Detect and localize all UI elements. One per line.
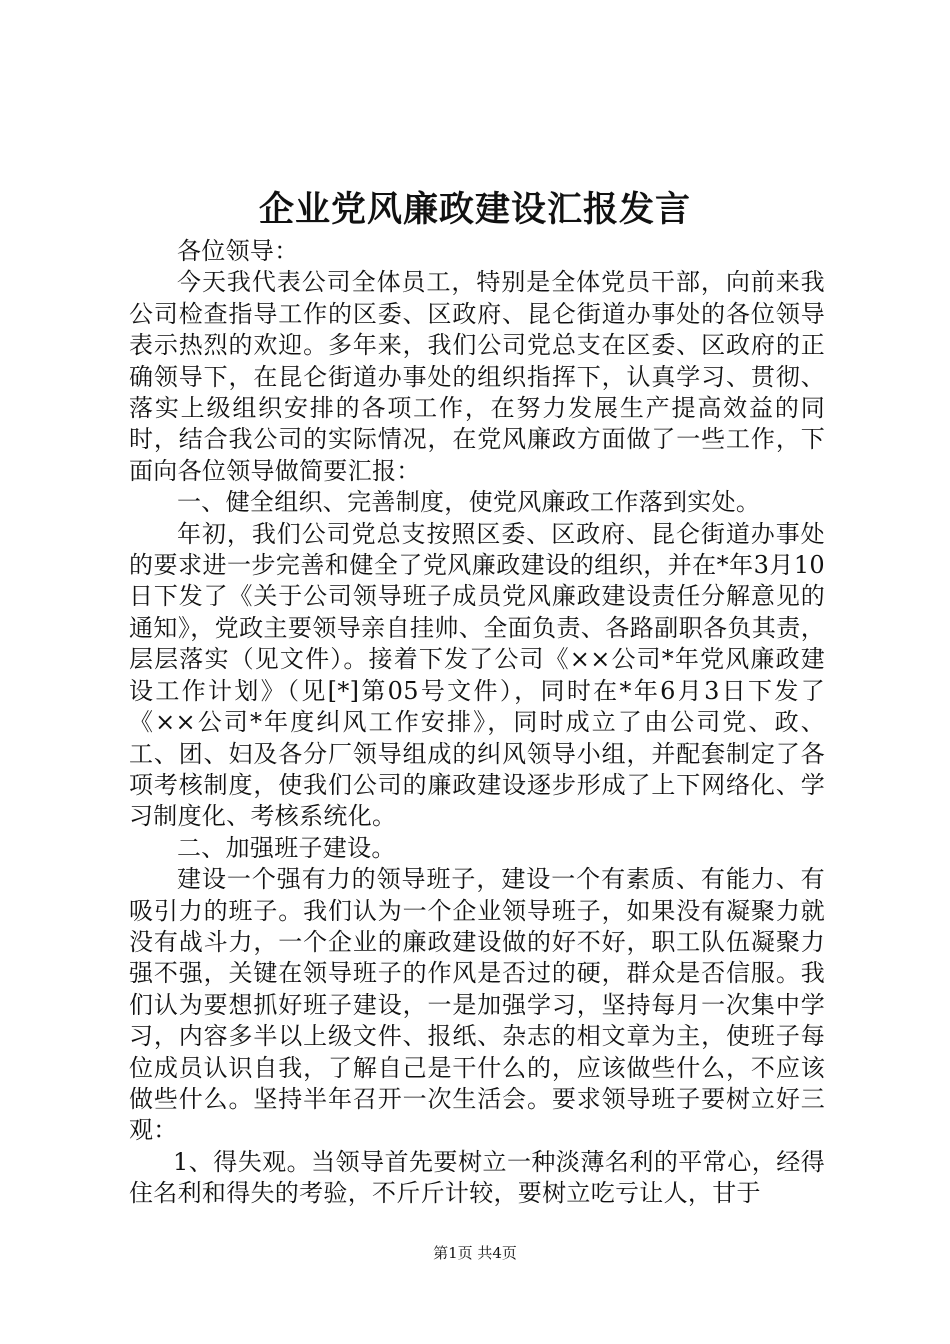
section-heading-1: 一、健全组织、完善制度，使党风廉政工作落到实处。: [177, 488, 761, 517]
section-heading-2: 二、加强班子建设。: [177, 833, 396, 862]
document-body: [129, 236, 825, 1210]
subitem-1-paragraph: 1、得失观。当领导首先要树立一种淡薄名利的平常心，经得住名利和得失的考验，不斤斤计较，要树立吃亏让人，甘于: [129, 1147, 825, 1208]
salutation: 各位领导：: [177, 237, 299, 265]
document-title: 企业党风廉政建设汇报发言: [258, 189, 691, 230]
page-footer: 第1页 共4页: [433, 1244, 517, 1262]
section-2-paragraph: 建设一个强有力的领导班子，建设一个有素质、有能力、有吸引力的班子。我们认为一个企业领导班子，如果没有凝聚力就没有战斗力，一个企业的廉政建设做的好不好，职工队伍凝聚力强不强，关键在领导班子的作风是否过的硬，群众是否信服。我们认为要想抓好班子建设，一是加强学习，坚持每月一次集中学习，内容多半以上级文件、报纸、杂志的相文章为主，使班子每位成员认识自我，了解自己是干什么的，应该做些什么，不应该做些什么。坚持半年召开一次生活会。要求领导班子要树立好三观：: [129, 865, 825, 1145]
intro-paragraph: 今天我代表公司全体员工，特别是全体党员干部，向前来我公司检查指导工作的区委、区政府、昆仑街道办事处的各位领导表示热烈的欢迎。多年来，我们公司党总支在区委、区政府的正确领导下，在昆仑街道办事处的组织指挥下，认真学习、贯彻、落实上级组织安排的各项工作，在努力发展生产提高效益的同时，结合我公司的实际情况，在党风廉政方面做了一些工作，下面向各位领导做简要汇报：: [129, 268, 825, 485]
section-1-paragraph: 年初，我们公司党总支按照区委、区政府、昆仑街道办事处的要求进一步完善和健全了党风廉政建设的组织，并在*年3月10日下发了《关于公司领导班子成员党风廉政建设责任分解意见的通知》，党政主要领导亲自挂帅、全面负责、各路副职各负其责，层层落实（见文件）。接着下发了公司《××公司*年党风廉政建设工作计划》（见[*]第05号文件），同时在*年6月3日下发了《××公司*年度纠风工作安排》，同时成立了由公司党、政、工、团、妇及各分厂领导组成的纠风领导小组，并配套制定了各项考核制度，使我们公司的廉政建设逐步形成了上下网络化、学习制度化、考核系统化。: [129, 519, 825, 831]
